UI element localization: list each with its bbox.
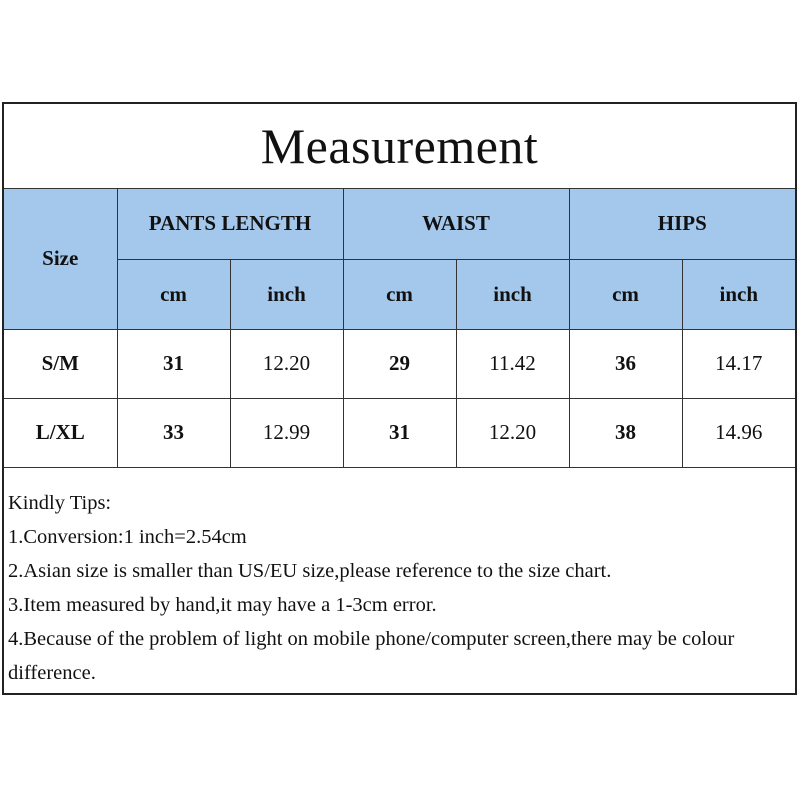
value-cell: 31 (343, 398, 456, 467)
measurement-table (4, 189, 795, 468)
tip-item: 4.Because of the problem of light on mobile phone/computer screen,there may be colour difference. (8, 627, 735, 684)
chart-title: Measurement (4, 104, 795, 189)
table-unit-row (4, 259, 795, 329)
tip-item: 2.Asian size is smaller than US/EU size,please reference to the size chart. (8, 559, 612, 582)
unit-header: cm (117, 259, 230, 329)
size-cell: S/M (4, 329, 117, 398)
tips-heading: Kindly Tips: (8, 491, 112, 514)
unit-header: inch (230, 259, 343, 329)
unit-header: inch (456, 259, 569, 329)
size-chart (2, 102, 797, 695)
table-row (4, 329, 795, 398)
table-header-row (4, 189, 795, 259)
value-cell: 29 (343, 329, 456, 398)
pants-length-header: PANTS LENGTH (117, 189, 343, 259)
value-cell: 38 (569, 398, 682, 467)
value-cell: 14.17 (682, 329, 795, 398)
size-cell: L/XL (4, 398, 117, 467)
unit-header: inch (682, 259, 795, 329)
tip-item: 3.Item measured by hand,it may have a 1-3cm error. (8, 593, 437, 616)
hips-header: HIPS (569, 189, 795, 259)
value-cell: 12.99 (230, 398, 343, 467)
kindly-tips (4, 468, 795, 690)
value-cell: 31 (117, 329, 230, 398)
tip-item: 1.Conversion:1 inch=2.54cm (8, 525, 247, 548)
unit-header: cm (569, 259, 682, 329)
value-cell: 11.42 (456, 329, 569, 398)
value-cell: 36 (569, 329, 682, 398)
value-cell: 12.20 (456, 398, 569, 467)
size-header: Size (4, 189, 117, 329)
unit-header: cm (343, 259, 456, 329)
value-cell: 33 (117, 398, 230, 467)
table-row (4, 398, 795, 467)
value-cell: 14.96 (682, 398, 795, 467)
waist-header: WAIST (343, 189, 569, 259)
value-cell: 12.20 (230, 329, 343, 398)
